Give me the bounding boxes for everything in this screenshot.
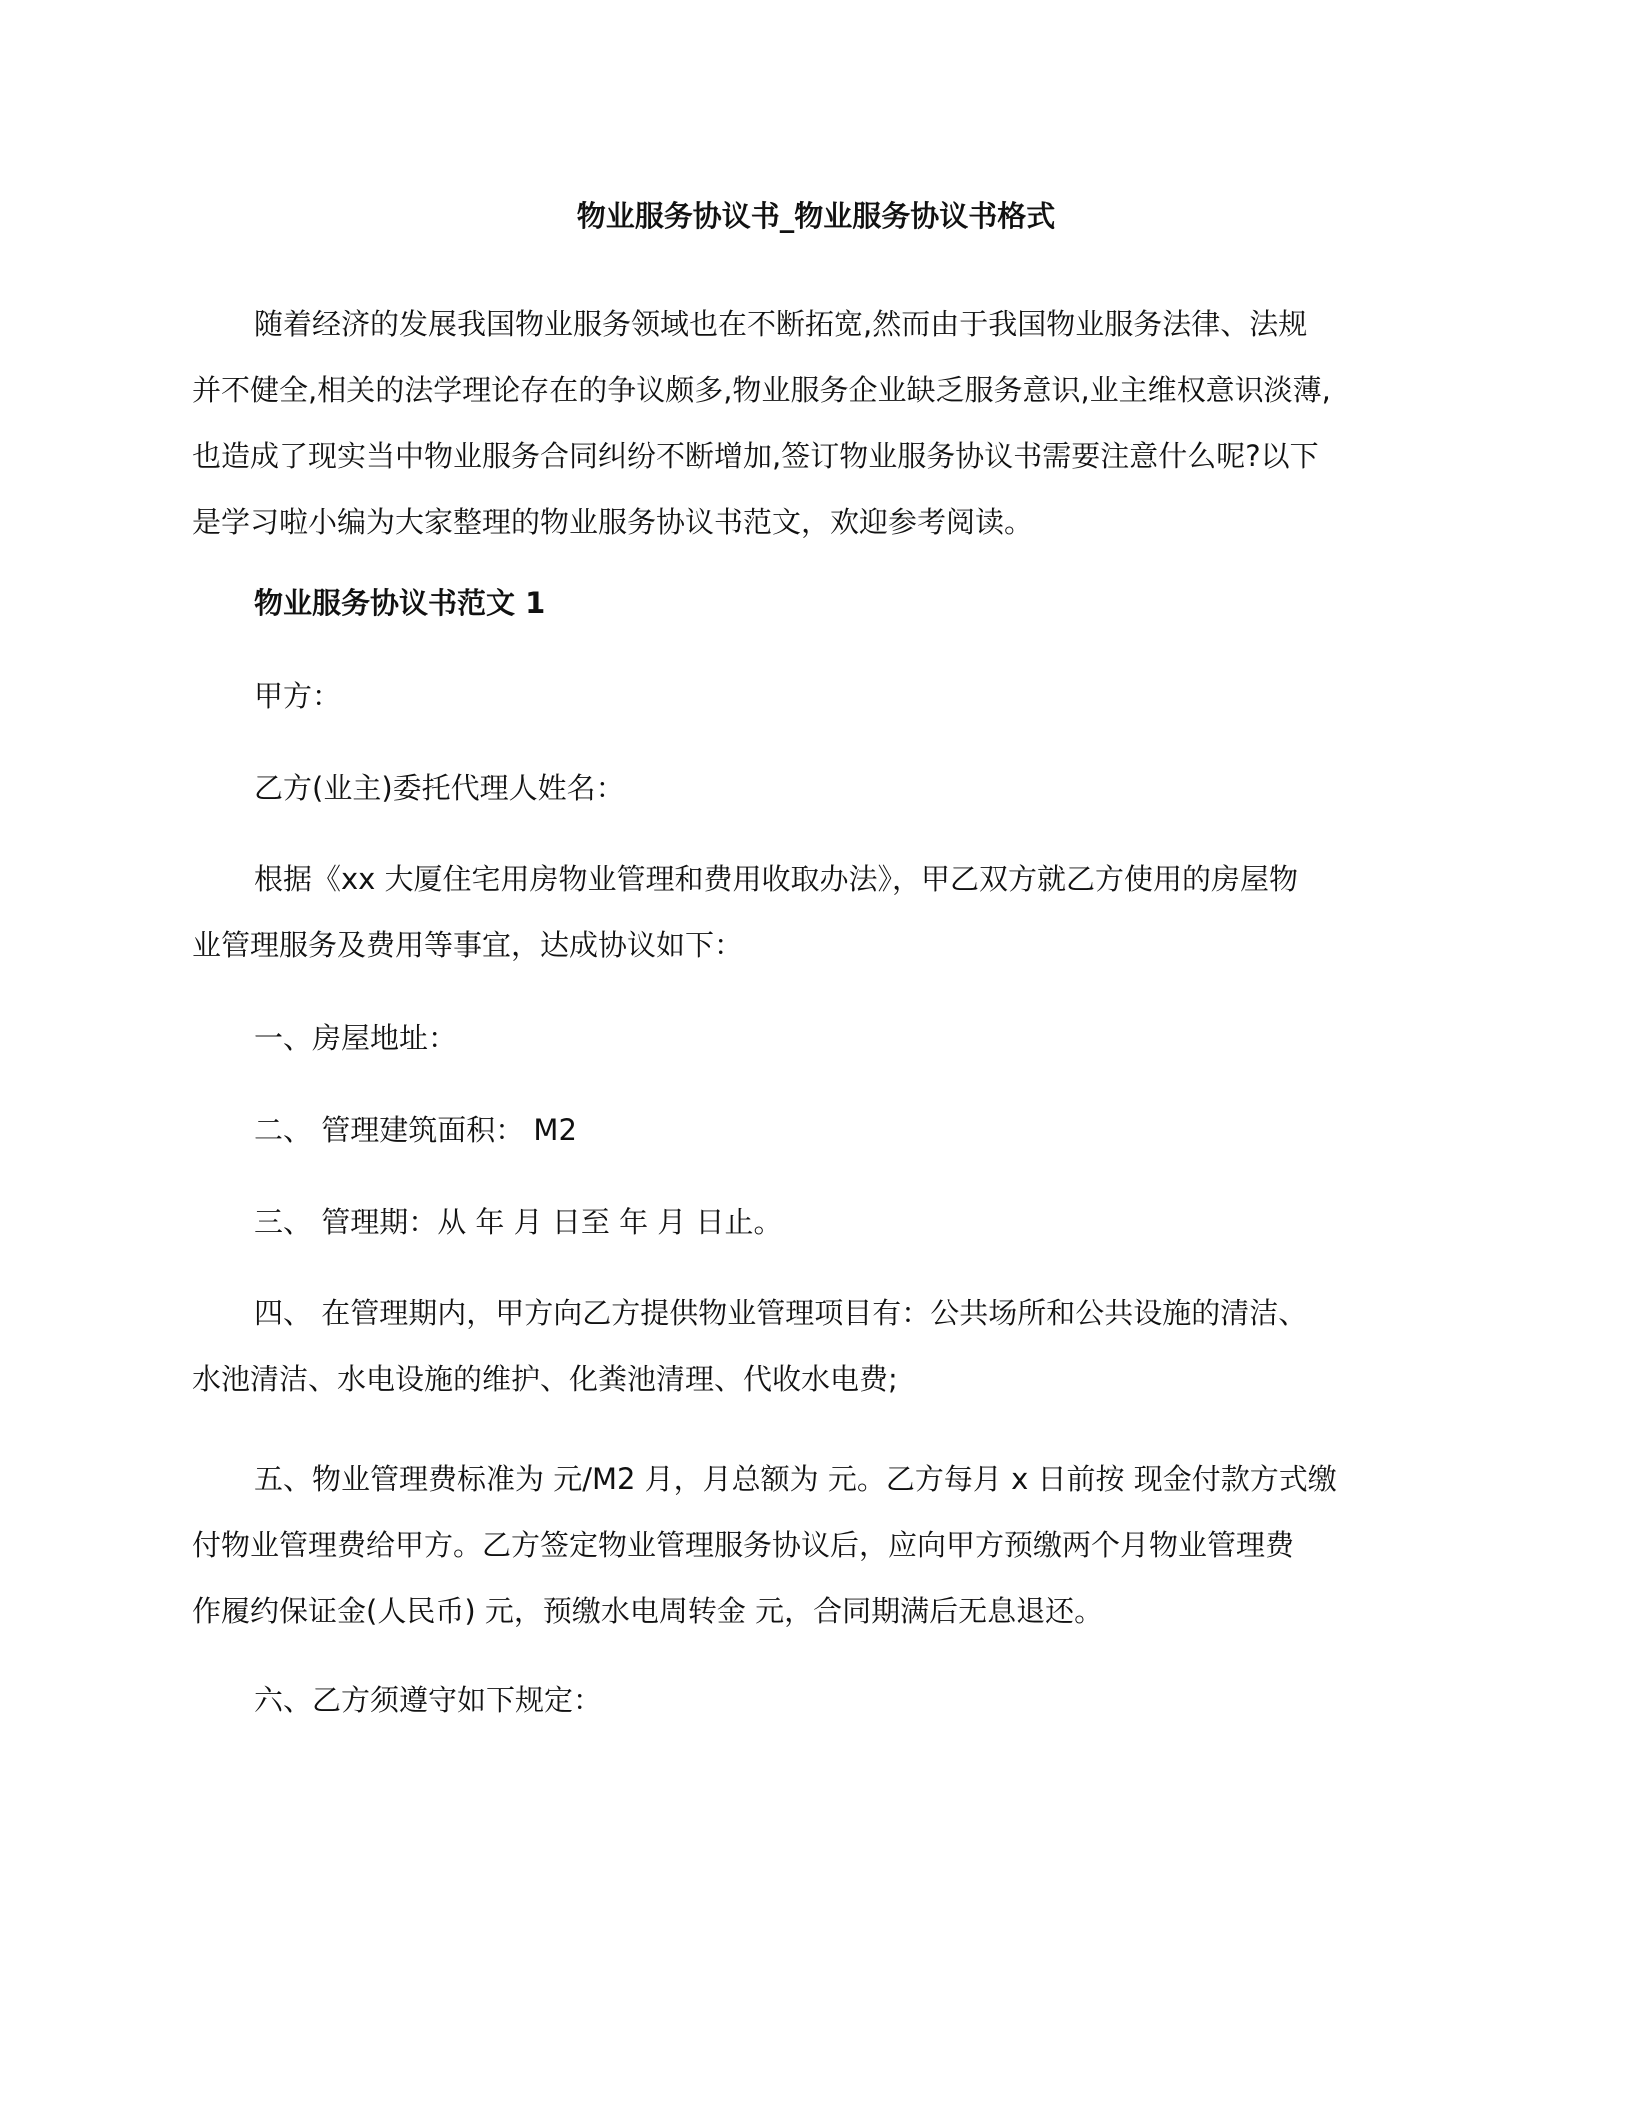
service-items-line: 四、 在管理期内，甲方向乙方提供物业管理项目有：公共场所和公共设施的清洁、	[254, 1296, 1308, 1330]
document-title: 物业服务协议书_物业服务协议书格式	[576, 199, 1056, 233]
party-b-label: 乙方(业主)委托代理人姓名：	[254, 771, 625, 805]
intro-line: 并不健全,相关的法学理论存在的争议颇多,物业服务企业缺乏服务意识,业主维权意识淡薄,	[192, 373, 1331, 407]
clause-building-area: 二、 管理建筑面积： M2	[254, 1113, 577, 1147]
basis-line: 业管理服务及费用等事宜，达成协议如下：	[192, 928, 744, 962]
management-fee-line: 作履约保证金(人民币) 元，预缴水电周转金 元，合同期满后无息退还。	[192, 1594, 1104, 1628]
basis-line: 根据《xx 大厦住宅用房物业管理和费用收取办法》，甲乙双方就乙方使用的房屋物	[254, 862, 1299, 896]
intro-line: 是学习啦小编为大家整理的物业服务协议书范文，欢迎参考阅读。	[192, 505, 1034, 539]
intro-line: 随着经济的发展我国物业服务领域也在不断拓宽,然而由于我国物业服务法律、法规	[254, 307, 1308, 341]
clause-party-b-rules: 六、乙方须遵守如下规定：	[254, 1683, 603, 1717]
clause-management-fee	[192, 1446, 1450, 1644]
party-a-label: 甲方：	[254, 679, 342, 713]
management-fee-line: 付物业管理费给甲方。乙方签定物业管理服务协议后，应向甲方预缴两个月物业管理费	[192, 1528, 1295, 1562]
basis-paragraph	[192, 846, 1450, 978]
intro-line: 也造成了现实当中物业服务合同纠纷不断增加,签订物业服务协议书需要注意什么呢?以下	[192, 439, 1319, 473]
intro-paragraph	[192, 291, 1450, 555]
clause-management-period: 三、 管理期：从 年 月 日至 年 月 日止。	[254, 1205, 783, 1239]
service-items-line: 水池清洁、水电设施的维护、化粪池清理、代收水电费;	[192, 1362, 898, 1396]
clause-service-items	[192, 1280, 1450, 1412]
management-fee-line: 五、物业管理费标准为 元/M2 月，月总额为 元。乙方每月 x 日前按 现金付款方式缴	[254, 1462, 1337, 1496]
section-heading: 物业服务协议书范文 1	[254, 586, 546, 620]
clause-house-address: 一、房屋地址：	[254, 1021, 458, 1055]
